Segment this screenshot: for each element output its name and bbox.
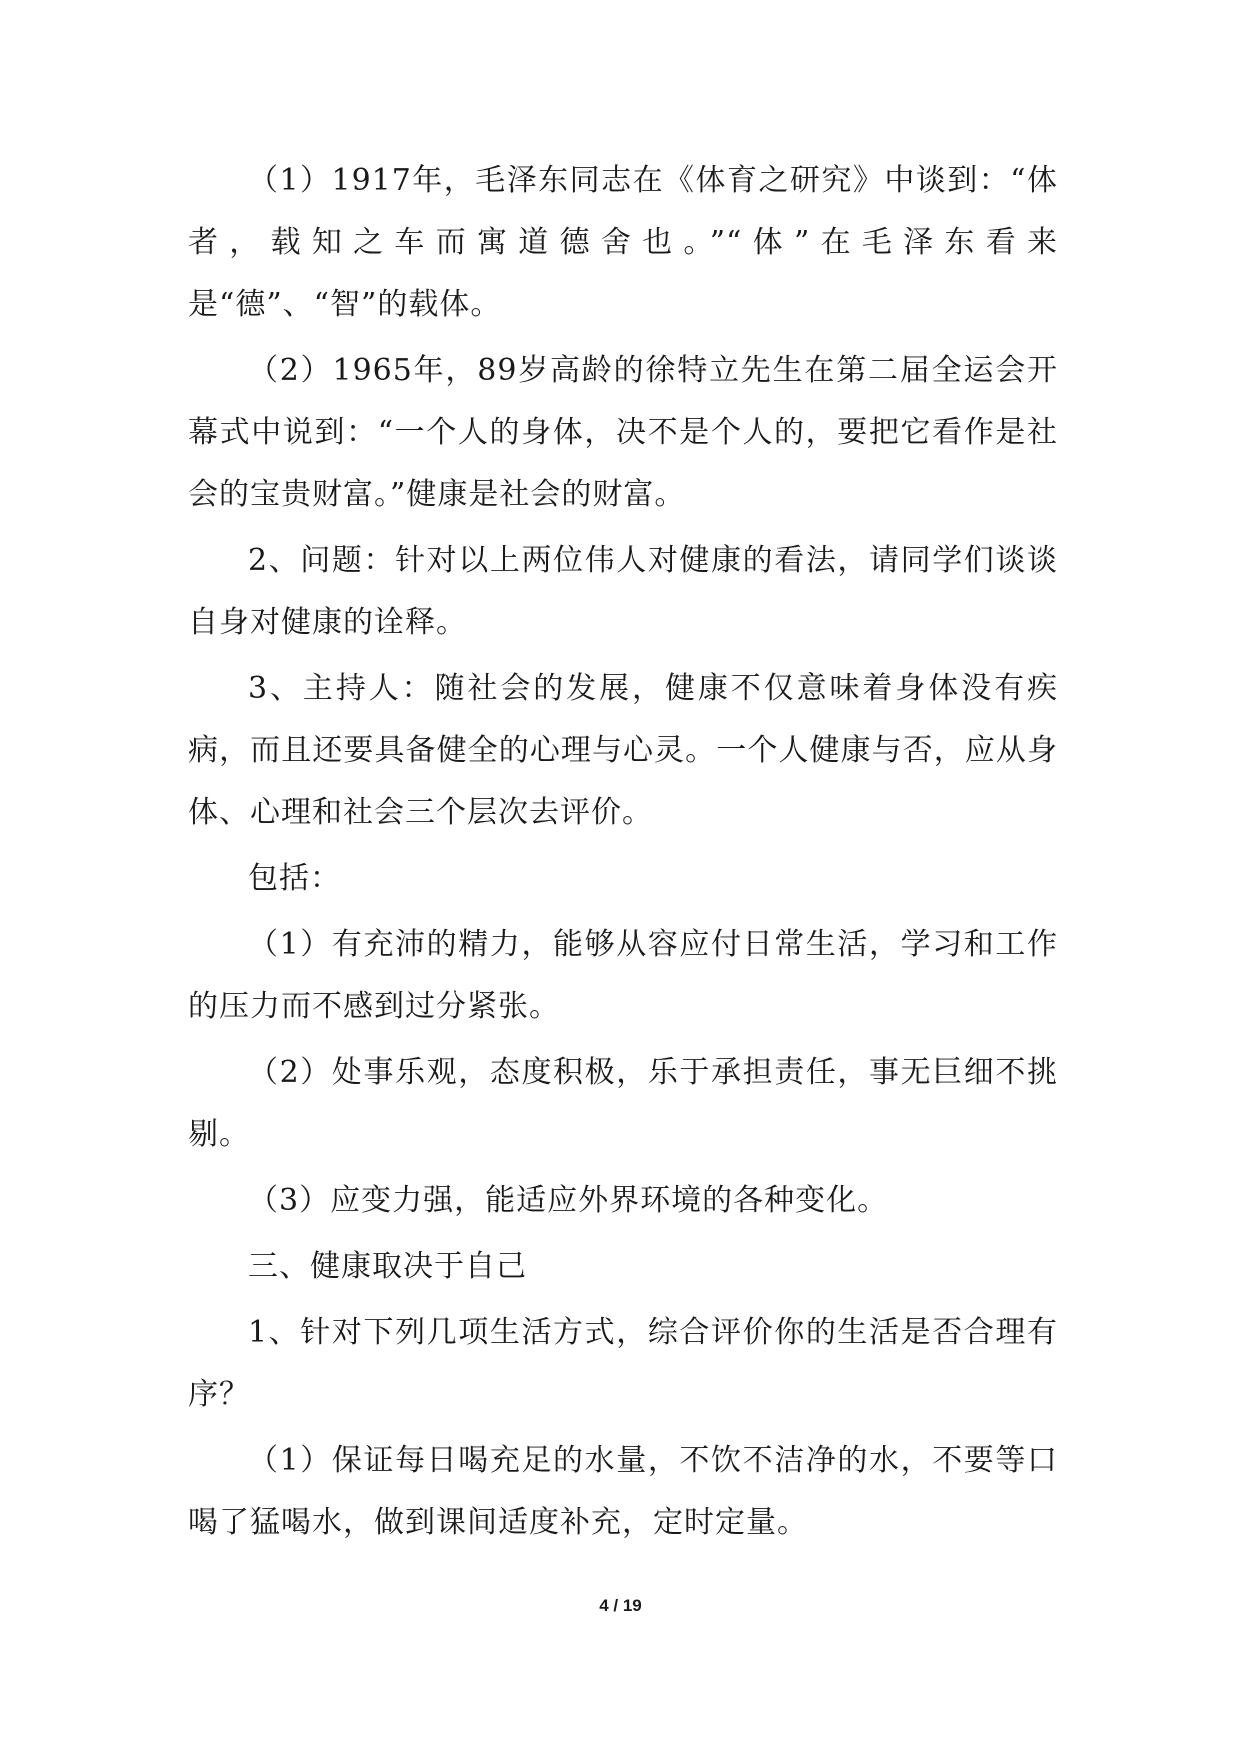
paragraph-item-1: （1）有充沛的精力，能够从容应付日常生活，学习和工作的压力而不感到过分紧张。 xyxy=(188,927,1058,1024)
paragraph-host-remark: 3、主持人：随社会的发展，健康不仅意味着身体没有疾病，而且还要具备健全的心理与心灵。一个人健康与否，应从身体、心理和社会三个层次去评价。 xyxy=(188,671,1058,830)
paragraph-lifestyle-question: 1、针对下列几项生活方式，综合评价你的生活是否合理有序？ xyxy=(188,1315,1058,1412)
paragraph-item-3: （3）应变力强，能适应外界环境的各种变化。 xyxy=(248,1183,889,1218)
page-number: 4 / 19 xyxy=(599,1596,642,1615)
document-body xyxy=(188,150,1058,1554)
paragraph-quote-mao: （1）1917年，毛泽东同志在《体育之研究》中谈到：“体者，载知之车而寓道德舍也。”“体”在毛泽东看来是“德”、“智”的载体。 xyxy=(188,163,1058,322)
paragraph-item-2: （2）处事乐观，态度积极，乐于承担责任，事无巨细不挑剔。 xyxy=(188,1055,1058,1152)
paragraph-question: 2、问题：针对以上两位伟人对健康的看法，请同学们谈谈自身对健康的诠释。 xyxy=(188,543,1058,640)
section-heading: 三、健康取决于自己 xyxy=(248,1249,527,1284)
paragraph-include-label: 包括： xyxy=(248,861,341,896)
paragraph-quote-xu: （2）1965年，89岁高龄的徐特立先生在第二届全运会开幕式中说到：“一个人的身体，决不是个人的，要把它看作是社会的宝贵财富。”健康是社会的财富。 xyxy=(188,353,1058,512)
paragraph-water-item: （1）保证每日喝充足的水量，不饮不洁净的水，不要等口喝了猛喝水，做到课间适度补充，定时定量。 xyxy=(188,1443,1058,1540)
